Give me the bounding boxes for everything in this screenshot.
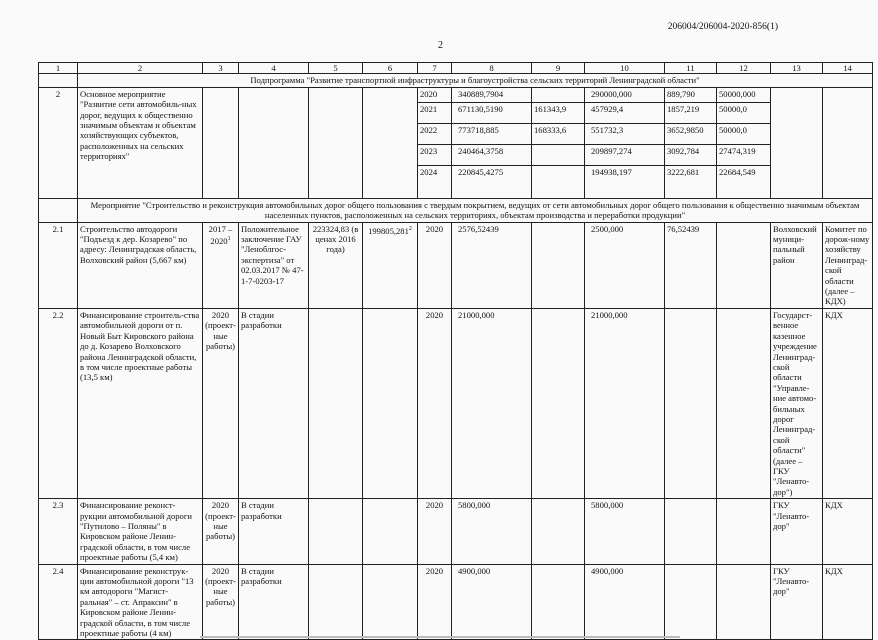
other-cell <box>717 308 771 498</box>
column-header-cell: 10 <box>585 63 665 74</box>
coexecutor-cell: КДХ <box>823 308 873 498</box>
municipal-cell: 76,52439 <box>665 222 717 308</box>
subprogram-title: Подпрограмма "Развитие транспортной инфраструктуры и благоустройства сельских территорий Ленинградской области" <box>78 74 873 87</box>
coexecutor-cell: Комитет по дорож-ному хозяйству Ленинград-ской области (далее – КДХ) <box>823 222 873 308</box>
total-cell: 5800,000 <box>452 499 532 564</box>
activity-name: Основное мероприятие "Развитие сети автомобиль-ных дорог, ведущих к общественно значимым объектам и объектам хозяйствующих субъектов, расположенных на сельских территориях" <box>78 87 203 198</box>
column-number-header <box>39 63 873 74</box>
regional-cell: 21000,000 <box>585 308 665 498</box>
regional-cell: 194938,197 <box>585 165 665 198</box>
period-cell: 2017 – 2020$^1$ <box>203 222 239 308</box>
row-number: 2.2 <box>39 308 78 498</box>
other-cell: 50000,0 <box>717 102 771 123</box>
executor-cell: ГКУ "Ленавто-дор" <box>771 499 823 564</box>
regional-cell: 2500,000 <box>585 222 665 308</box>
regional-cell: 457929,4 <box>585 102 665 123</box>
other-cell <box>717 499 771 564</box>
expertise-cell: В стадии разработки <box>239 564 309 640</box>
expertise-cell: Положительное заключение ГАУ "Леноблгос-экспертиза" от 02.03.2017 № 47-1-7-0203-17 <box>239 222 309 308</box>
executor-cell: Волховский муници-пальный район <box>771 222 823 308</box>
activity-title: Мероприятие "Строительство и реконструкция автомобильных дорог общего пользования с твердым покрытием, ведущих от сети автомобильных дорог общего пользования к общественно значимым объектам населенных пунктов, расположенных на сельских территориях, объектам производства и переработки продукции" <box>78 198 873 222</box>
remaining-cost-cell <box>363 308 418 498</box>
table-cell <box>309 87 363 198</box>
row-number: 2.4 <box>39 564 78 640</box>
column-header-cell: 2 <box>78 63 203 74</box>
table-cell <box>203 87 239 198</box>
year-cell: 2020 <box>418 87 452 102</box>
year-cell: 2024 <box>418 165 452 198</box>
other-cell: 50000,000 <box>717 87 771 102</box>
total-cell: 220845,4275 <box>452 165 532 198</box>
scan-edge <box>200 636 680 638</box>
column-header-cell: 3 <box>203 63 239 74</box>
regional-cell: 4900,000 <box>585 564 665 640</box>
table-cell <box>771 87 823 198</box>
activity-title-row <box>39 198 873 222</box>
year-cell: 2021 <box>418 102 452 123</box>
column-header-cell: 6 <box>363 63 418 74</box>
other-cell <box>717 222 771 308</box>
program-table <box>38 62 873 640</box>
other-cell: 50000,0 <box>717 123 771 144</box>
cost-cell: 223324,83 (в ценах 2016 года) <box>309 222 363 308</box>
municipal-cell: 889,790 <box>665 87 717 102</box>
column-header-cell: 11 <box>665 63 717 74</box>
remaining-cost-cell <box>363 499 418 564</box>
year-cell: 2020 <box>418 564 452 640</box>
subprogram-row <box>39 74 873 87</box>
cost-cell <box>309 308 363 498</box>
year-cell: 2023 <box>418 144 452 165</box>
regional-cell: 290000,000 <box>585 87 665 102</box>
executor-cell: ГКУ "Ленавто-дор" <box>771 564 823 640</box>
column-header-cell: 5 <box>309 63 363 74</box>
total-cell: 340889,7904 <box>452 87 532 102</box>
coexecutor-cell: КДХ <box>823 499 873 564</box>
row-number: 2.3 <box>39 499 78 564</box>
federal-cell <box>532 222 585 308</box>
footnote-marker: 1 <box>227 236 231 243</box>
total-cell: 671130,5190 <box>452 102 532 123</box>
year-cell: 2020 <box>418 308 452 498</box>
table-cell <box>39 74 78 87</box>
row-number: 2.1 <box>39 222 78 308</box>
cost-cell <box>309 499 363 564</box>
row-number: 2 <box>39 87 78 198</box>
federal-cell: 161343,9 <box>532 102 585 123</box>
municipal-cell: 3092,784 <box>665 144 717 165</box>
federal-cell <box>532 564 585 640</box>
total-cell: 240464,3758 <box>452 144 532 165</box>
total-cell: 21000,000 <box>452 308 532 498</box>
table-row <box>39 87 873 102</box>
period-cell: 2020 (проект-ные работы) <box>203 564 239 640</box>
page-number: 2 <box>438 40 443 51</box>
regional-cell: 5800,000 <box>585 499 665 564</box>
federal-cell <box>532 165 585 198</box>
table-cell <box>39 198 78 222</box>
municipal-cell <box>665 564 717 640</box>
table-row <box>39 499 873 564</box>
table-cell <box>239 87 309 198</box>
year-cell: 2020 <box>418 499 452 564</box>
period-cell: 2020 (проект-ные работы) <box>203 308 239 498</box>
remaining-cost-cell <box>363 564 418 640</box>
federal-cell: 168333,6 <box>532 123 585 144</box>
activity-name: Финансирование реконструк-ции автомобильной дороги "13 км автодороги "Магист-ральная" – ст. Апраксин" в Кировском районе Ленин-градской области, в том числе проектные работы (4 км) <box>78 564 203 640</box>
column-header-cell: 13 <box>771 63 823 74</box>
expertise-cell: В стадии разработки <box>239 308 309 498</box>
regional-cell: 209897,274 <box>585 144 665 165</box>
municipal-cell: 3652,9850 <box>665 123 717 144</box>
document-id: 206004/206004-2020-856(1) <box>667 22 778 32</box>
municipal-cell: 1857,219 <box>665 102 717 123</box>
remaining-cost-cell: 199805,281$^2$ <box>363 222 418 308</box>
column-header-cell: 7 <box>418 63 452 74</box>
federal-cell <box>532 308 585 498</box>
other-cell: 22684,549 <box>717 165 771 198</box>
cost-cell <box>309 564 363 640</box>
year-cell: 2020 <box>418 222 452 308</box>
table-row <box>39 564 873 640</box>
municipal-cell: 3222,681 <box>665 165 717 198</box>
column-header-cell: 12 <box>717 63 771 74</box>
column-header-cell: 8 <box>452 63 532 74</box>
footnote-marker: 2 <box>408 225 412 232</box>
coexecutor-cell: КДХ <box>823 564 873 640</box>
activity-name: Финансирование реконст-рукции автомобильной дороги "Путилово – Поляны" в Кировском районе Ленин-градской области, в том числе проектные работы (5,4 км) <box>78 499 203 564</box>
municipal-cell <box>665 308 717 498</box>
column-header-cell: 1 <box>39 63 78 74</box>
expertise-cell: В стадии разработки <box>239 499 309 564</box>
table-row <box>39 308 873 498</box>
column-header-cell: 9 <box>532 63 585 74</box>
table-cell <box>823 87 873 198</box>
federal-cell <box>532 87 585 102</box>
federal-cell <box>532 499 585 564</box>
activity-name: Финансирование строитель-ства автомобильной дороги от п. Новый Быт Кировского района до д. Козарево Волховского района Ленинградской области, в том числе проектные работы (13,5 км) <box>78 308 203 498</box>
federal-cell <box>532 144 585 165</box>
activity-name: Строительство автодороги "Подъезд к дер. Козарево" по адресу: Ленинградская область, Волховский район (5,667 км) <box>78 222 203 308</box>
column-header-cell: 4 <box>239 63 309 74</box>
period-cell: 2020 (проект-ные работы) <box>203 499 239 564</box>
total-cell: 773718,885 <box>452 123 532 144</box>
other-cell: 27474,319 <box>717 144 771 165</box>
other-cell <box>717 564 771 640</box>
regional-cell: 551732,3 <box>585 123 665 144</box>
table-row <box>39 222 873 308</box>
column-header-cell: 14 <box>823 63 873 74</box>
total-cell: 2576,52439 <box>452 222 532 308</box>
municipal-cell <box>665 499 717 564</box>
year-cell: 2022 <box>418 123 452 144</box>
table-cell <box>363 87 418 198</box>
total-cell: 4900,000 <box>452 564 532 640</box>
executor-cell: Государст-венное казенное учреждение Ленинград-ской области "Управле-ние автомо-бильных дорог Ленинград-ской области" (далее – ГКУ "Ленавто-дор") <box>771 308 823 498</box>
